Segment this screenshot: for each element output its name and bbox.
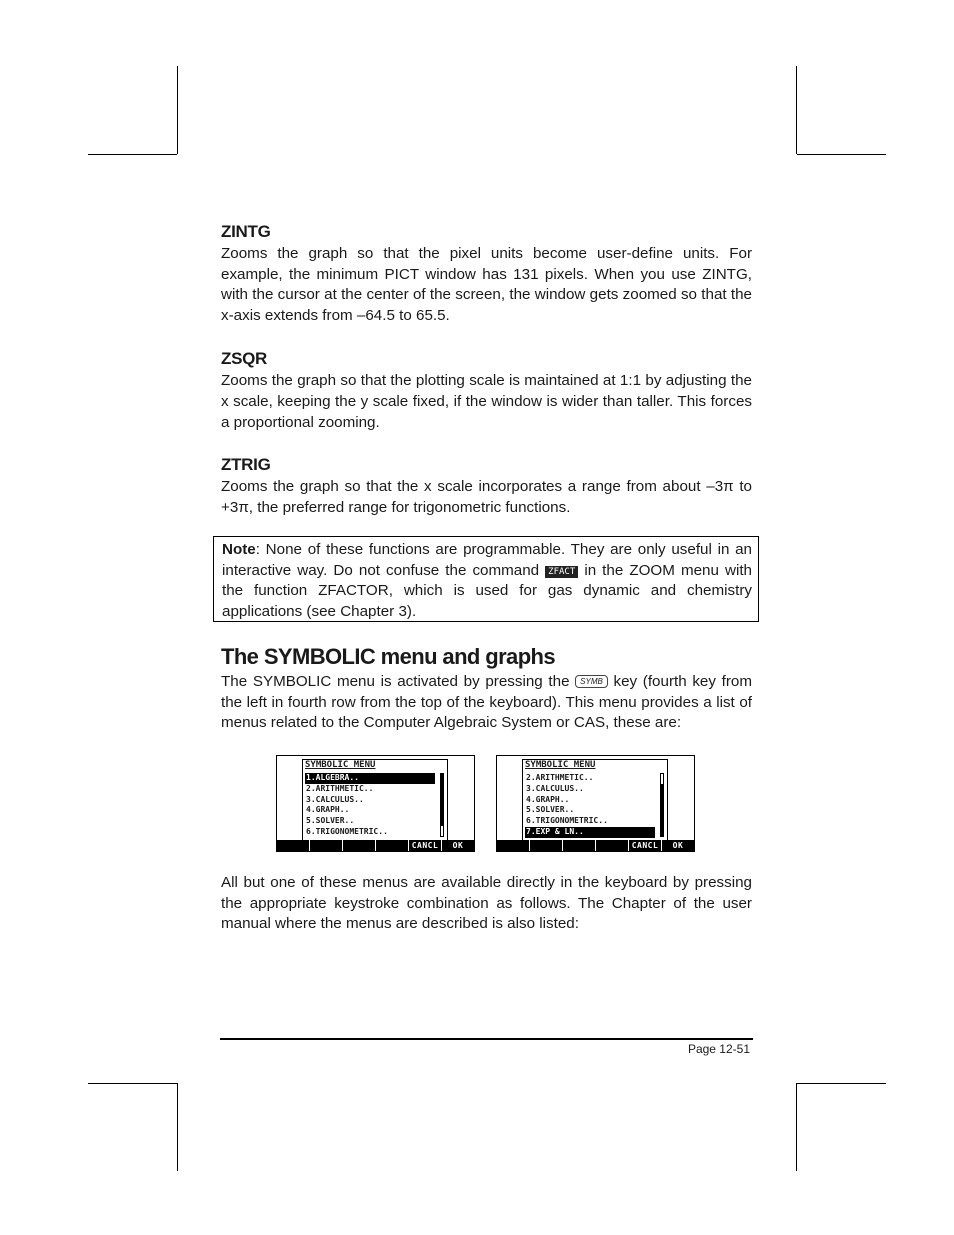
heading-ztrig: ZTRIG <box>221 455 271 475</box>
crop-mark <box>177 66 178 154</box>
note-box <box>213 536 759 622</box>
note-label: Note <box>222 541 256 558</box>
paragraph-zintg: Zooms the graph so that the pixel units become user-define units. For example, the minimum PICT window has 131 pixels. When you use ZINTG, with the cursor at the center of the screen, the window gets zoomed so that the x-axis extends from –64.5 to 65.5. <box>221 245 752 324</box>
softkey: OK <box>661 840 694 851</box>
scrollbar <box>440 773 444 837</box>
note-text-before: : None of these functions are programmable. They are only useful in an interactive way. Do not confuse the command <box>222 541 752 579</box>
calculator-screen-1 <box>276 755 475 852</box>
softkey <box>309 840 342 851</box>
page-number: Page 12-51 <box>687 1042 750 1056</box>
crop-mark <box>796 1083 797 1171</box>
menu-item: 3.CALCULUS.. <box>526 783 584 793</box>
menu-title: SYMBOLIC MENU <box>525 760 596 770</box>
scrollbar-thumb <box>661 784 663 836</box>
symbolic-text-before: The SYMBOLIC menu is activated by pressing the <box>221 673 576 690</box>
symb-key-icon: SYMB <box>575 675 608 688</box>
softkey-menu <box>497 840 694 851</box>
softkey <box>342 840 375 851</box>
crop-mark <box>88 1083 177 1084</box>
crop-mark <box>797 154 886 155</box>
softkey <box>277 840 309 851</box>
menu-item: 5.SOLVER.. <box>306 816 355 826</box>
menu-item: 7.EXP & LN.. <box>525 827 655 838</box>
softkey: CANCL <box>628 840 661 851</box>
menu-item: 6.TRIGONOMETRIC.. <box>306 826 388 836</box>
menu-item: 5.SOLVER.. <box>526 805 575 815</box>
scrollbar <box>660 773 664 837</box>
crop-mark <box>88 154 177 155</box>
paragraph-zsqr: Zooms the graph so that the plotting scale is maintained at 1:1 by adjusting the x scale, keeping the y scale fixed, if the window is wider than taller. This forces a proportional zooming. <box>221 372 752 431</box>
softkey-menu <box>277 840 474 851</box>
menu-item: 4.GRAPH.. <box>526 794 570 804</box>
menu-list <box>525 773 655 838</box>
note-text <box>222 540 752 622</box>
note-text-after: in the ZOOM menu with the function ZFACTOR, which is used for gas dynamic and chemistry applications (see Chapter 3). <box>222 561 752 620</box>
crop-mark <box>796 66 797 154</box>
softkey <box>595 840 628 851</box>
calculator-screen-2 <box>496 755 695 852</box>
paragraph-keystrokes: All but one of these menus are available directly in the keyboard by pressing the appropriate keystroke combination as follows. The Chapter of the user manual where the menus are described is also listed: <box>221 874 752 933</box>
choose-box <box>522 759 668 841</box>
menu-item: 6.TRIGONOMETRIC.. <box>526 816 608 826</box>
menu-item: 4.GRAPH.. <box>306 805 350 815</box>
heading-zintg: ZINTG <box>221 222 271 241</box>
paragraph-symbolic <box>221 672 752 734</box>
menu-item: 2.ARITHMETIC.. <box>526 773 594 782</box>
softkey <box>497 840 529 851</box>
softkey: OK <box>441 840 474 851</box>
menu-list <box>305 773 435 838</box>
choose-box <box>302 759 448 841</box>
section-ztrig <box>221 453 752 518</box>
softkey <box>529 840 562 851</box>
softkey <box>562 840 595 851</box>
zfact-softkey-icon: ZFACT <box>545 566 578 578</box>
paragraph-ztrig: Zooms the graph so that the x scale incorporates a range from about –3π to +3π, the preferred range for trigonometric functions. <box>221 478 752 516</box>
softkey <box>375 840 408 851</box>
section-zintg <box>221 220 752 326</box>
scrollbar-thumb <box>441 774 443 826</box>
crop-mark <box>797 1083 886 1084</box>
section-zsqr <box>221 347 752 433</box>
menu-item: 1.ALGEBRA.. <box>305 773 435 784</box>
heading-zsqr: ZSQR <box>221 349 268 369</box>
crop-mark <box>177 1083 178 1171</box>
footer-rule <box>220 1038 753 1040</box>
zoom-sections <box>221 220 752 518</box>
section-heading-symbolic: The SYMBOLIC menu and graphs <box>221 644 556 669</box>
menu-item: 3.CALCULUS.. <box>306 794 364 804</box>
symbolic-text-after: key (fourth key from the left in fourth row from the top of the keyboard). This menu provides a list of menus related to the Computer Algebraic System or CAS, these are: <box>221 673 752 732</box>
menu-title: SYMBOLIC MENU <box>305 760 376 770</box>
softkey: CANCL <box>408 840 441 851</box>
menu-item: 2.ARITHMETIC.. <box>306 783 374 793</box>
